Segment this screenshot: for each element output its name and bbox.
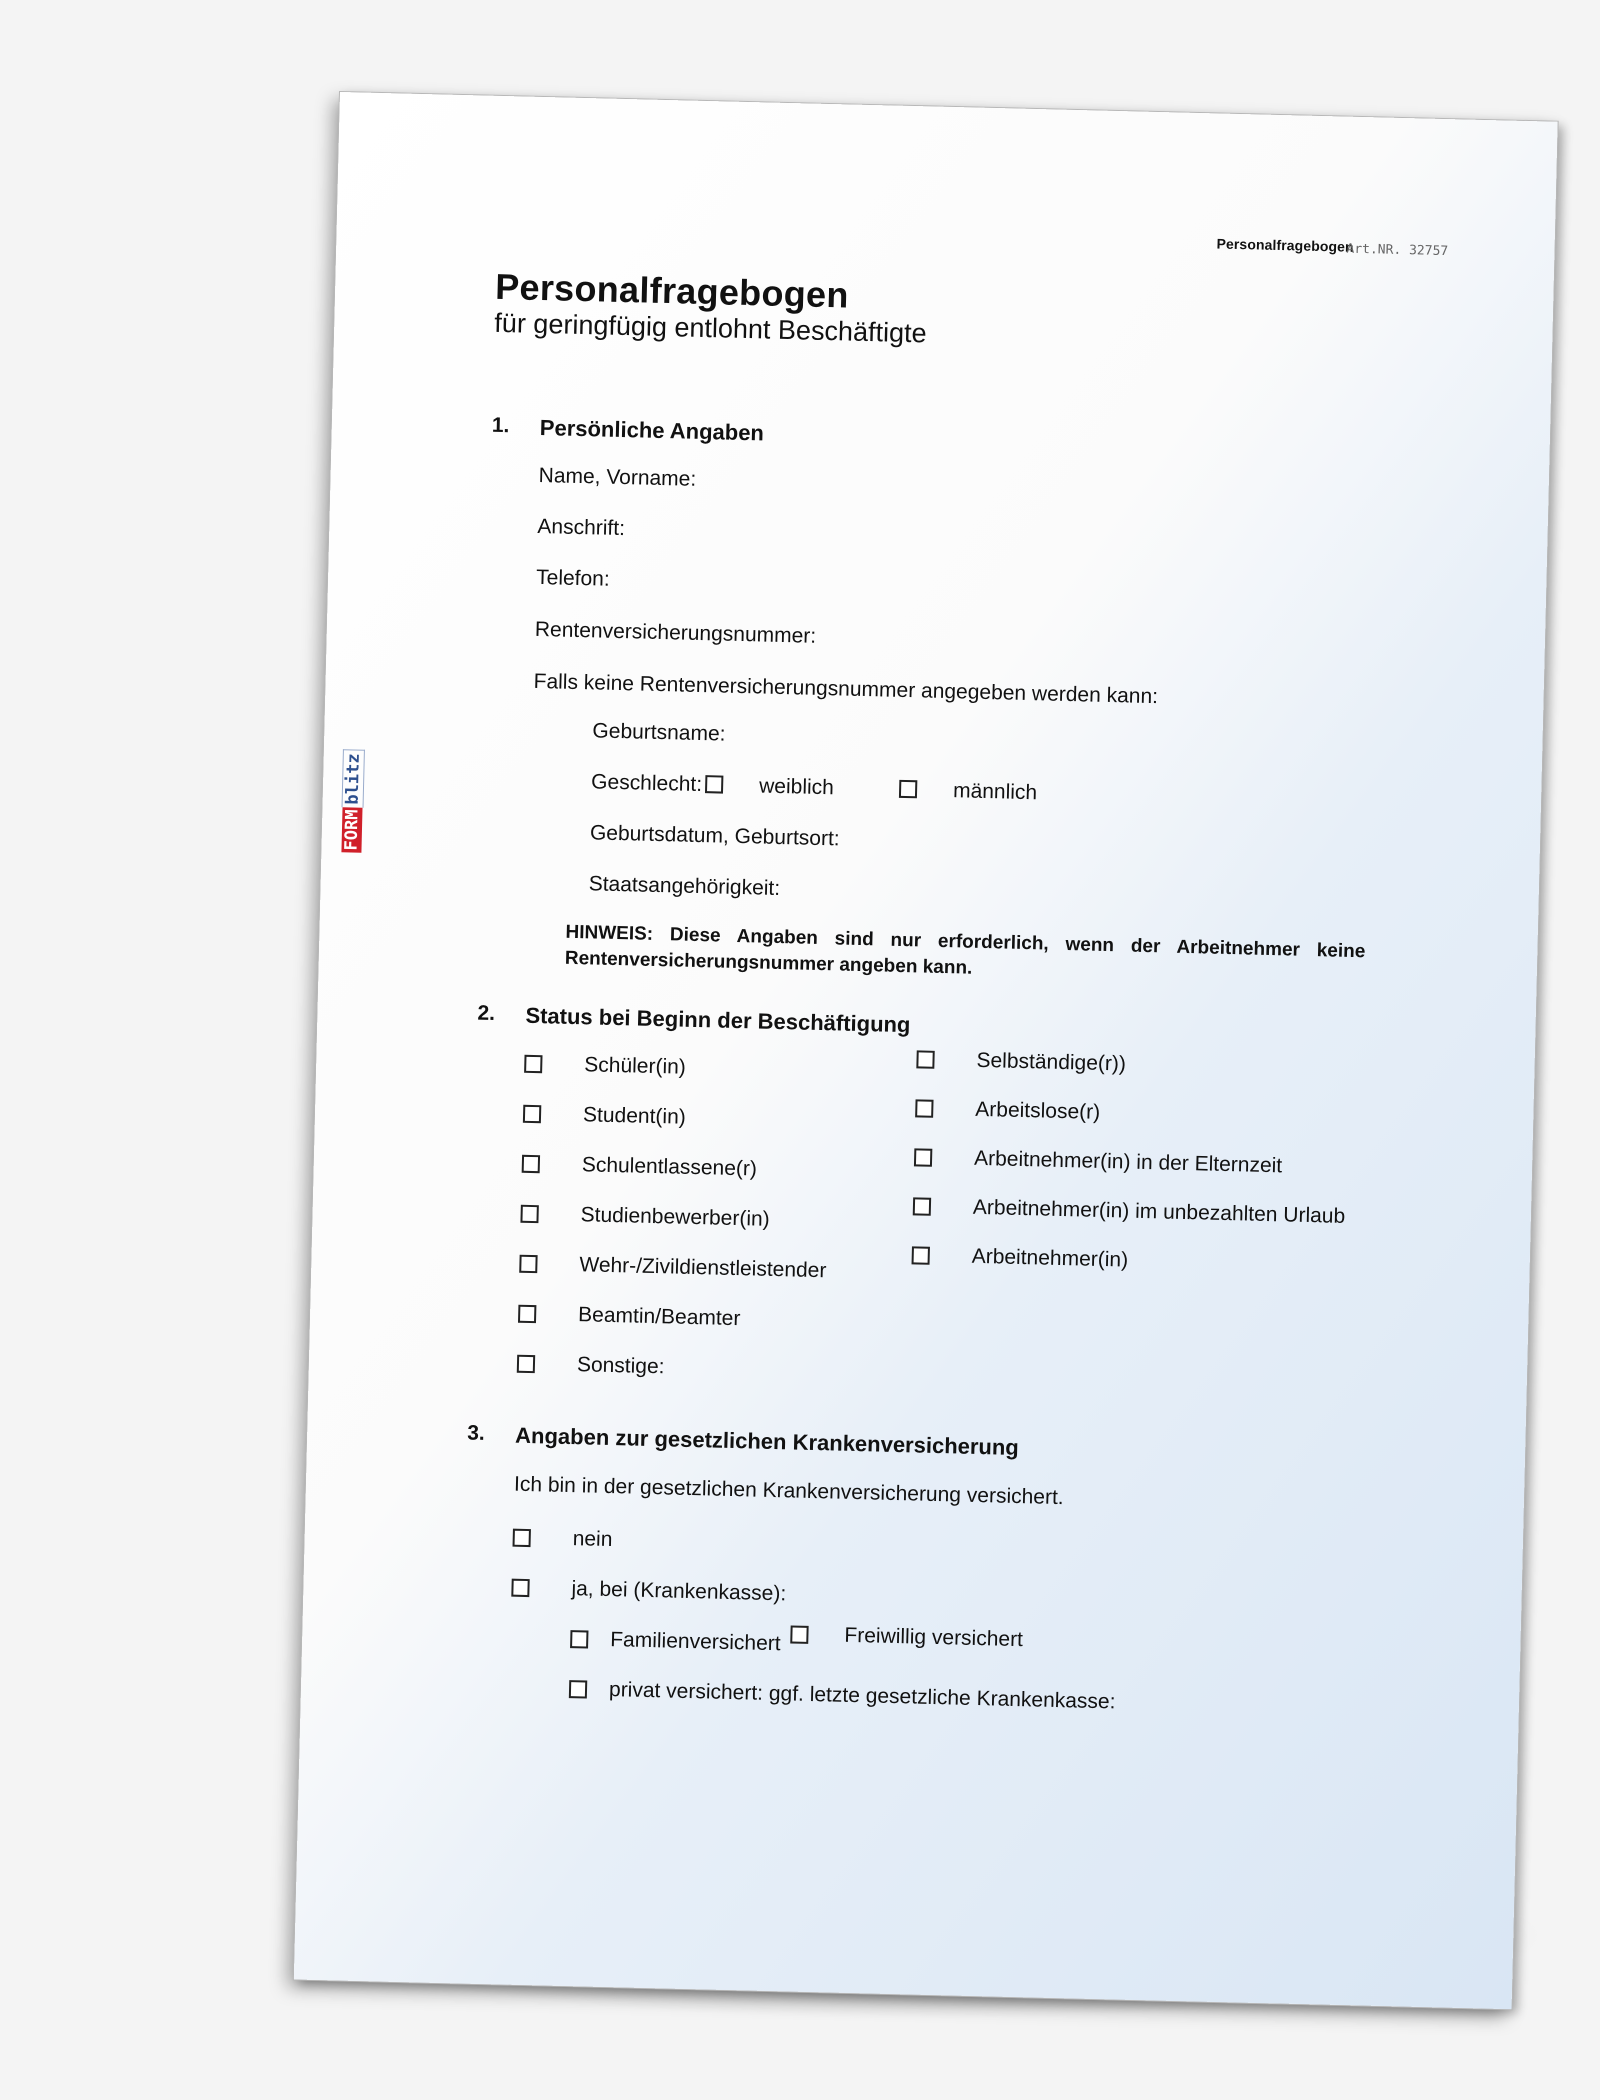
status-self-employed-label: Selbständige(r)) [976,1048,1127,1076]
checkbox-status-study-applicant[interactable] [520,1205,538,1223]
checkbox-status-unemployed[interactable] [915,1099,933,1117]
checkbox-status-unpaid-leave[interactable] [913,1197,931,1215]
section1-number: 1. [491,413,510,438]
checkbox-status-pupil[interactable] [524,1055,542,1073]
section2-title: Status bei Beginn der Beschäftigung [525,1002,911,1038]
section1-title: Persönliche Angaben [539,414,765,446]
gender-label: Geschlecht: [590,770,703,797]
insurance-statement: Ich bin in der gesetzlichen Krankenversicherung versichert. [513,1472,1064,1510]
checkbox-status-other[interactable] [517,1355,535,1373]
checkbox-female[interactable] [705,775,723,793]
insurance-no-label: nein [572,1527,613,1552]
family-insured-label: Familienversichert [609,1628,781,1656]
checkbox-insurance-yes[interactable] [511,1579,529,1597]
field-birth-name: Geburtsname: [592,719,726,746]
fallback-text: Falls keine Rentenversicherungsnummer angegeben werden kann: [533,669,1159,709]
voluntary-insured-label: Freiwillig versichert [844,1623,1024,1652]
checkbox-voluntary-insured[interactable] [790,1625,808,1643]
checkbox-status-self-employed[interactable] [916,1050,934,1068]
status-employee-label: Arbeitnehmer(in) [971,1244,1129,1272]
formblitz-logo [341,749,364,853]
field-name: Name, Vorname: [538,463,697,491]
gender-female-label: weiblich [758,774,835,800]
document-page [294,92,1558,2009]
field-address: Anschrift: [537,514,626,541]
section3-number: 3. [466,1421,486,1445]
checkbox-status-parental-leave[interactable] [914,1148,932,1166]
status-study-applicant-label: Studienbewerber(in) [580,1203,770,1231]
private-insured-label: privat versichert: ggf. letzte gesetzliche Krankenkasse: [608,1678,1116,1714]
header-article-number: Art.NR. 32757 [1346,241,1449,260]
insurance-yes-label: ja, bei (Krankenkasse): [571,1577,787,1606]
document-subtitle: für geringfügig entlohnt Beschäftigte [494,307,927,349]
section3-title: Angaben zur gesetzlichen Krankenversicherung [514,1422,1020,1460]
document-title: Personalfragebogen [494,265,850,316]
status-civil-servant-label: Beamtin/Beamter [577,1303,741,1331]
status-unemployed-label: Arbeitslose(r) [975,1097,1101,1124]
gender-male-label: männlich [952,779,1038,805]
header-title: Personalfragebogen [1216,235,1354,255]
status-school-leaver-label: Schulentlassene(r) [581,1153,758,1181]
section2-number: 2. [477,1001,496,1026]
status-pupil-label: Schüler(in) [584,1053,687,1079]
status-military-service-label: Wehr-/Zivildienstleistender [579,1253,827,1283]
field-phone: Telefon: [535,565,611,591]
field-nationality: Staatsangehörigkeit: [588,872,781,900]
checkbox-status-school-leaver[interactable] [522,1155,540,1173]
field-pension-number: Rentenversicherungsnummer: [534,617,817,648]
checkbox-family-insured[interactable] [570,1630,588,1648]
logo-part-form: FORM [341,809,363,851]
status-other-label: Sonstige: [576,1353,665,1379]
checkbox-insurance-no[interactable] [513,1529,531,1547]
checkbox-status-military-service[interactable] [519,1255,537,1273]
status-unpaid-leave-label: Arbeitnehmer(in) im unbezahlten Urlaub [972,1195,1346,1228]
logo-part-blitz: blitz [342,749,365,808]
checkbox-private-insured[interactable] [569,1680,587,1698]
status-student-label: Student(in) [582,1103,687,1129]
checkbox-male[interactable] [899,780,917,798]
checkbox-status-employee[interactable] [912,1246,930,1264]
checkbox-status-student[interactable] [523,1105,541,1123]
checkbox-status-civil-servant[interactable] [518,1305,536,1323]
status-parental-leave-label: Arbeitnehmer(in) in der Elternzeit [973,1146,1283,1178]
field-birth-date-place: Geburtsdatum, Geburtsort: [589,821,840,851]
hint-text: HINWEIS: Diese Angaben sind nur erforderlich, wenn der Arbeitnehmer keine Rentenversicherungsnummer angeben kann. [564,921,1366,979]
